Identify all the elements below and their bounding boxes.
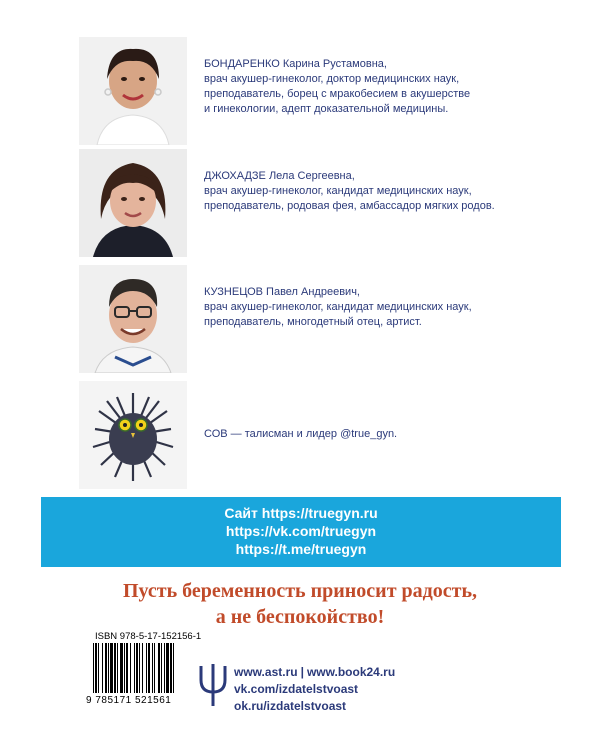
publisher-logo-icon bbox=[198, 660, 228, 710]
author-entry bbox=[79, 149, 599, 259]
author-bio-line: врач акушер-гинеколог, кандидат медицинских наук, bbox=[204, 301, 472, 313]
slogan bbox=[0, 578, 600, 630]
publisher-book24-link[interactable]: www.book24.ru bbox=[306, 665, 396, 679]
author-bio bbox=[204, 57, 584, 117]
mascot-bio bbox=[204, 427, 584, 442]
barcode-bar bbox=[136, 643, 138, 693]
barcode-bar bbox=[164, 643, 165, 693]
author-bio-line: преподаватель, многодетный отец, артист. bbox=[204, 316, 422, 328]
links-band bbox=[41, 497, 561, 567]
barcode-bar bbox=[108, 643, 109, 693]
barcode-bar bbox=[126, 643, 128, 693]
barcode-bar bbox=[130, 643, 131, 693]
barcode-bar bbox=[152, 643, 153, 693]
author-entry bbox=[79, 37, 599, 147]
barcode-bar bbox=[146, 643, 147, 693]
barcode-bar bbox=[158, 643, 160, 693]
mascot-photo bbox=[79, 381, 187, 489]
barcode-bar bbox=[148, 643, 150, 693]
barcode-bar bbox=[102, 643, 103, 693]
barcode-bar bbox=[105, 643, 107, 693]
slogan-line: а не беспокойство! bbox=[215, 606, 385, 628]
author-name: БОНДАРЕНКО Карина Рустамовна, bbox=[204, 58, 387, 70]
author-bio-line: врач акушер-гинеколог, кандидат медицинских наук, bbox=[204, 185, 472, 197]
publisher-ok-link[interactable]: ok.ru/izdatelstvoast bbox=[234, 699, 347, 713]
barcode-bar bbox=[161, 643, 162, 693]
slogan-line: Пусть беременность приносит радость, bbox=[122, 580, 478, 602]
publisher-links bbox=[234, 664, 395, 715]
publisher-vk-link[interactable]: vk.com/izdatelstvoast bbox=[234, 682, 359, 696]
author-bio-line: и гинекологии, адепт доказательной медицины. bbox=[204, 103, 449, 115]
author-bio bbox=[204, 169, 584, 214]
barcode-digits: 9 785171 521561 bbox=[86, 695, 172, 706]
site-link[interactable]: Сайт https://truegyn.ru bbox=[224, 505, 378, 521]
barcode-bar bbox=[120, 643, 123, 693]
barcode-bar bbox=[154, 643, 155, 693]
isbn: ISBN 978-5-17-152156-1 bbox=[95, 631, 202, 642]
author-bio bbox=[204, 285, 584, 330]
barcode-bar bbox=[124, 643, 125, 693]
barcode-bar bbox=[139, 643, 140, 693]
author-bio-line: преподаватель, родовая фея, амбассадор мягких родов. bbox=[204, 200, 495, 212]
author-photo bbox=[79, 149, 187, 257]
author-name: ДЖОХАДЗЕ Лела Сергеевна, bbox=[204, 170, 355, 182]
barcode-bar bbox=[95, 643, 97, 693]
barcode-bars bbox=[91, 643, 187, 695]
publisher-site-link[interactable]: www.ast.ru bbox=[234, 665, 298, 679]
barcode-bar bbox=[173, 643, 174, 693]
barcode-bar bbox=[170, 643, 172, 693]
author-bio-line: преподаватель, борец с мракобесием в акушерстве bbox=[204, 88, 471, 100]
barcode-bar bbox=[117, 643, 118, 693]
vk-link[interactable]: https://vk.com/truegyn bbox=[225, 523, 377, 539]
barcode-bar bbox=[166, 643, 169, 693]
barcode-bar bbox=[114, 643, 116, 693]
barcode-bar bbox=[93, 643, 94, 693]
author-entry bbox=[79, 381, 599, 491]
author-bio-line: врач акушер-гинеколог, доктор медицинских наук, bbox=[204, 73, 460, 85]
link-separator: | bbox=[300, 665, 304, 679]
author-photo bbox=[79, 37, 187, 145]
mascot-caption: СОВ — талисман и лидер @true_gyn. bbox=[204, 428, 398, 440]
barcode-bar bbox=[98, 643, 99, 693]
author-photo bbox=[79, 265, 187, 373]
telegram-link[interactable]: https://t.me/truegyn bbox=[235, 541, 367, 557]
author-entry bbox=[79, 265, 599, 375]
author-name: КУЗНЕЦОВ Павел Андреевич, bbox=[204, 286, 360, 298]
barcode-bar bbox=[142, 643, 143, 693]
barcode-bar bbox=[110, 643, 113, 693]
barcode-bar bbox=[134, 643, 135, 693]
